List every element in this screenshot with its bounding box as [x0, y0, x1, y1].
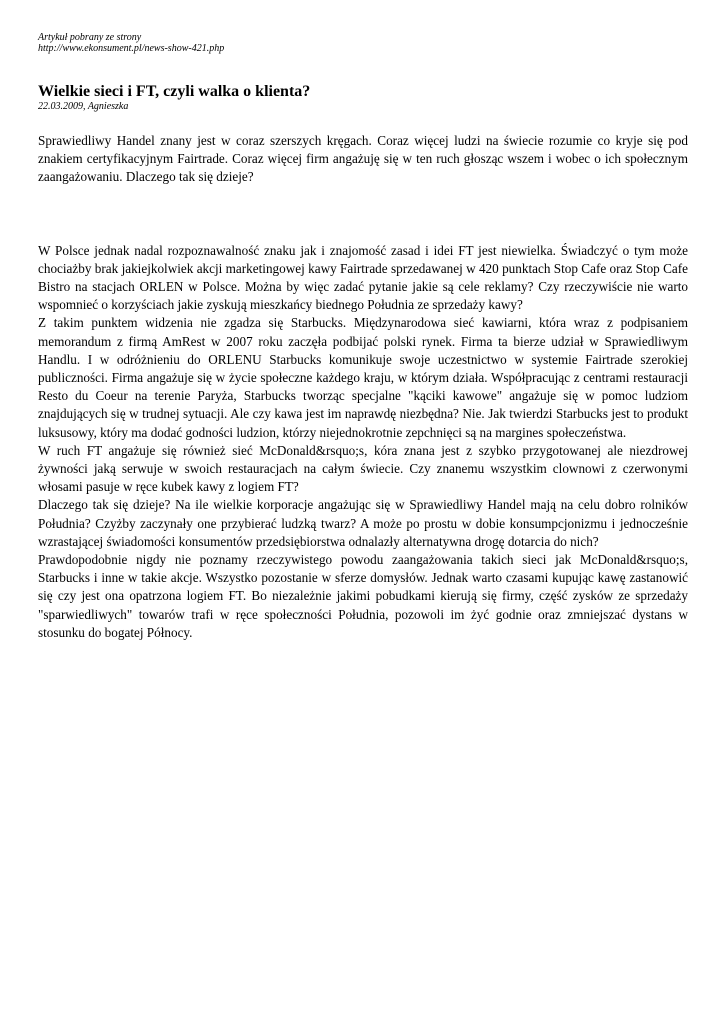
body-paragraph-3: W ruch FT angażuje się również sieć McDonald&rsquo;s, kóra znana jest z szybko przygotowanej ale niezdrowej żywności jaką serwuje w swoich restauracjach na całym świecie. Czy znanemu wszystkim clownowi z czerwonymi włosami pasuje w ręce kubek kawy z logiem FT? — [38, 442, 688, 495]
article-body — [38, 242, 688, 642]
source-note — [38, 32, 688, 54]
body-paragraph-2: Z takim punktem widzenia nie zgadza się Starbucks. Międzynarodowa sieć kawiarni, która wraz z podpisaniem memorandum z firmą AmRest w 2007 roku zaczęła podbijać polski rynek. Firma ta bierze udział w Sprawiedliwym Handlu. I w odróżnieniu do ORLENU Starbucks komunikuje swoje uczestnictwo w systemie Fairtrade szerokiej publiczności. Firma angażuje się w życie społeczne każdego kraju, w którym działa. Współpracując z centrami restauracji Resto du Coeur na terenie Paryża, Starbucks tworząc specjalne "kąciki kawowe" angażuje się w pomoc ludziom znajdujących się w trudnej sytuacji. Ale czy kawa jest im naprawdę niezbędna? Nie. Jak twierdzi Starbucks jest to produkt luksusowy, który ma dodać godności ludzion, którzy niejednokrotnie zepchnięci są na margines społeczeństwa. — [38, 315, 688, 440]
article-lead — [38, 132, 688, 187]
source-label: Artykuł pobrany ze strony — [38, 32, 142, 43]
lead-paragraph: Sprawiedliwy Handel znany jest w coraz szerszych kręgach. Coraz więcej ludzi na świecie rozumie co kryje się pod znakiem certyfikacyjnym Fairtrade. Coraz więcej firm angażuję się w ten ruch głosząc wszem i wobec o ich społecznym zaangażowaniu. Dlaczego tak się dzieje? — [38, 133, 688, 185]
body-paragraph-1: W Polsce jednak nadal rozpoznawalność znaku jak i znajomość zasad i idei FT jest niewielka. Świadczyć o tym może chociażby brak jakiejkolwiek akcji marketingowej kawy Fairtrade sprzedawanej w 420 punktach Stop Cafe oraz Stop Cafe Bistro na stacjach ORLEN w Polsce. Można by więc zadać pytanie jakie są cele reklamy? Czy rzeczywiście nie warto wspomnieć o korzyściach jakie zyskują mieszkańcy biednego Południa ze sprzedaży kawy? — [38, 242, 688, 313]
article-title: Wielkie sieci i FT, czyli walka o klienta? — [38, 83, 311, 100]
source-url: http://www.ekonsument.pl/news-show-421.php — [38, 43, 225, 54]
article-meta: 22.03.2009, Agnieszka — [38, 101, 129, 112]
body-paragraph-5: Prawdopodobnie nigdy nie poznamy rzeczywistego powodu zaangażowania takich sieci jak McDonald&rsquo;s, Starbucks i inne w takie akcje. Wszystko pozostanie w sferze domysłów. Jednak warto czasami kupując kawę zastanowić się czy jest ona opatrzona logiem FT. Bo niezależnie jakimi pobudkami kierują się firmy, część zysków ze sprzedaży "sparwiedliwych" towarów trafi w ręce społeczności Południa, pozowoli im żyć godnie oraz zmniejszać dystans w stosunku do bogatej Północy. — [38, 552, 688, 640]
body-paragraph-4: Dlaczego tak się dzieje? Na ile wielkie korporacje angażując się w Sprawiedliwy Handel mają na celu dobro rolników Południa? Czyżby zaczynały one przybierać ludzką twarz? A może po prostu w dobie konsumpcjonizmu i jednocześnie wzrastającej świadomości konsumentów przedsiębiorstwa odnalazły alternatywna drogę dotarcia do nich? — [38, 497, 688, 549]
document-page — [38, 32, 688, 642]
